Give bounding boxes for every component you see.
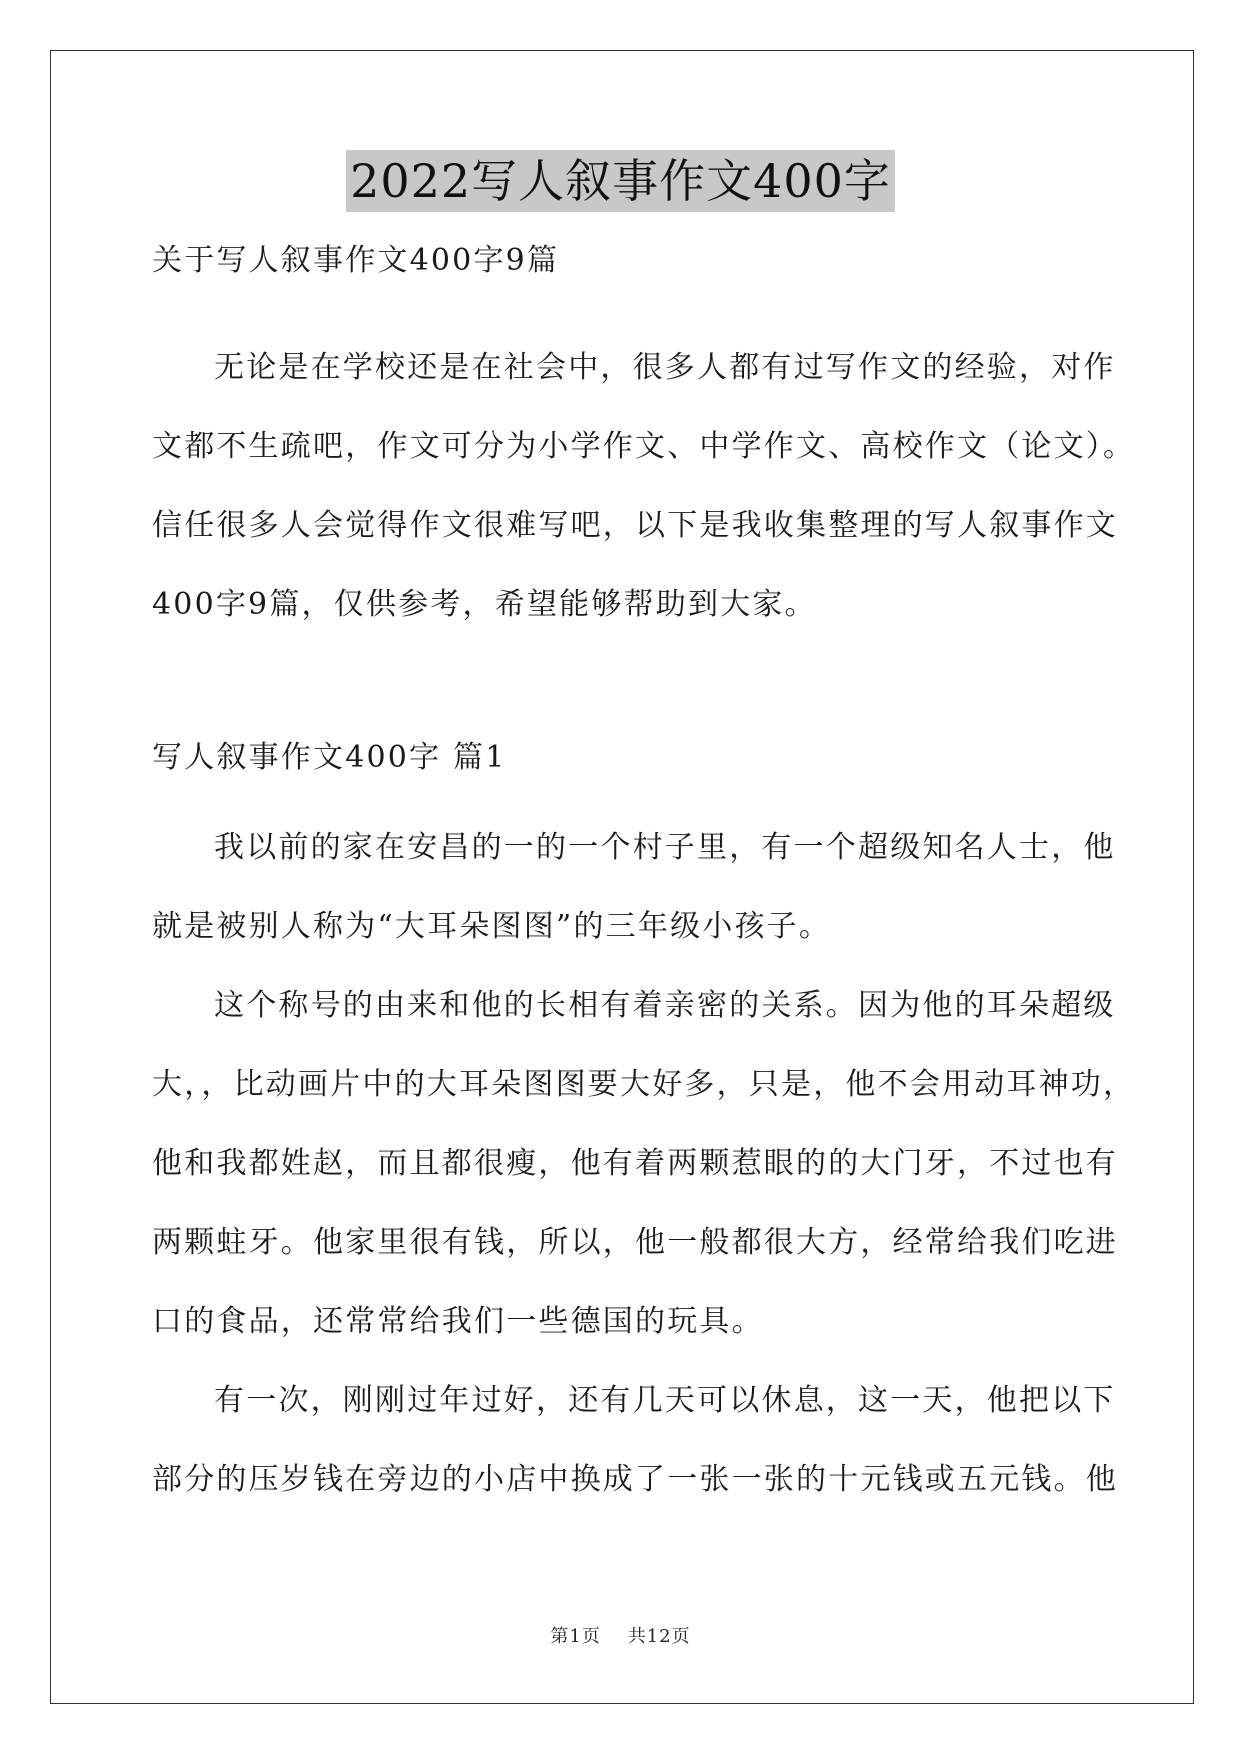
paragraph-line: 400字9篇，仅供参考，希望能够帮助到大家。	[152, 587, 817, 622]
paragraph-line: 口的食品，还常常给我们一些德国的玩具。	[152, 1304, 764, 1339]
paragraph-line: 文都不生疏吧，作文可分为小学作文、中学作文、高校作文（论文）。	[152, 429, 1136, 464]
page-number: 第1页	[550, 1626, 601, 1647]
paragraph-line: 信任很多人会觉得作文很难写吧，以下是我收集整理的写人叙事作文	[152, 508, 1118, 543]
page-total: 共12页	[627, 1626, 691, 1647]
paragraph-line: 有一次，刚刚过年过好，还有几天可以休息，这一天，他把以下	[214, 1383, 1116, 1418]
document-title: 2022写人叙事作文400字	[346, 150, 895, 212]
page-footer	[0, 1622, 1241, 1648]
paragraph-line: 部分的压岁钱在旁边的小店中换成了一张一张的十元钱或五元钱。他	[152, 1462, 1118, 1497]
section-heading: 写人叙事作文400字 篇1	[152, 740, 507, 775]
page-border	[50, 50, 1194, 1704]
paragraph-line: 两颗蛀牙。他家里很有钱，所以，他一般都很大方，经常给我们吃进	[152, 1225, 1118, 1260]
paragraph-line: 无论是在学校还是在社会中，很多人都有过写作文的经验，对作	[214, 350, 1116, 385]
paragraph-line: 他和我都姓赵，而且都很瘦，他有着两颗惹眼的的大门牙，不过也有	[152, 1146, 1118, 1181]
paragraph-line: 就是被别人称为“大耳朵图图”的三年级小孩子。	[152, 909, 832, 944]
paragraph-line: 我以前的家在安昌的一的一个村子里，有一个超级知名人士，他	[214, 830, 1116, 865]
paragraph-line: 这个称号的由来和他的长相有着亲密的关系。因为他的耳朵超级	[214, 988, 1116, 1023]
document-subtitle: 关于写人叙事作文400字9篇	[152, 243, 560, 278]
paragraph-line: 大，，比动画片中的大耳朵图图要大好多，只是，他不会用动耳神功，	[152, 1067, 1136, 1102]
title-container	[0, 150, 1241, 212]
